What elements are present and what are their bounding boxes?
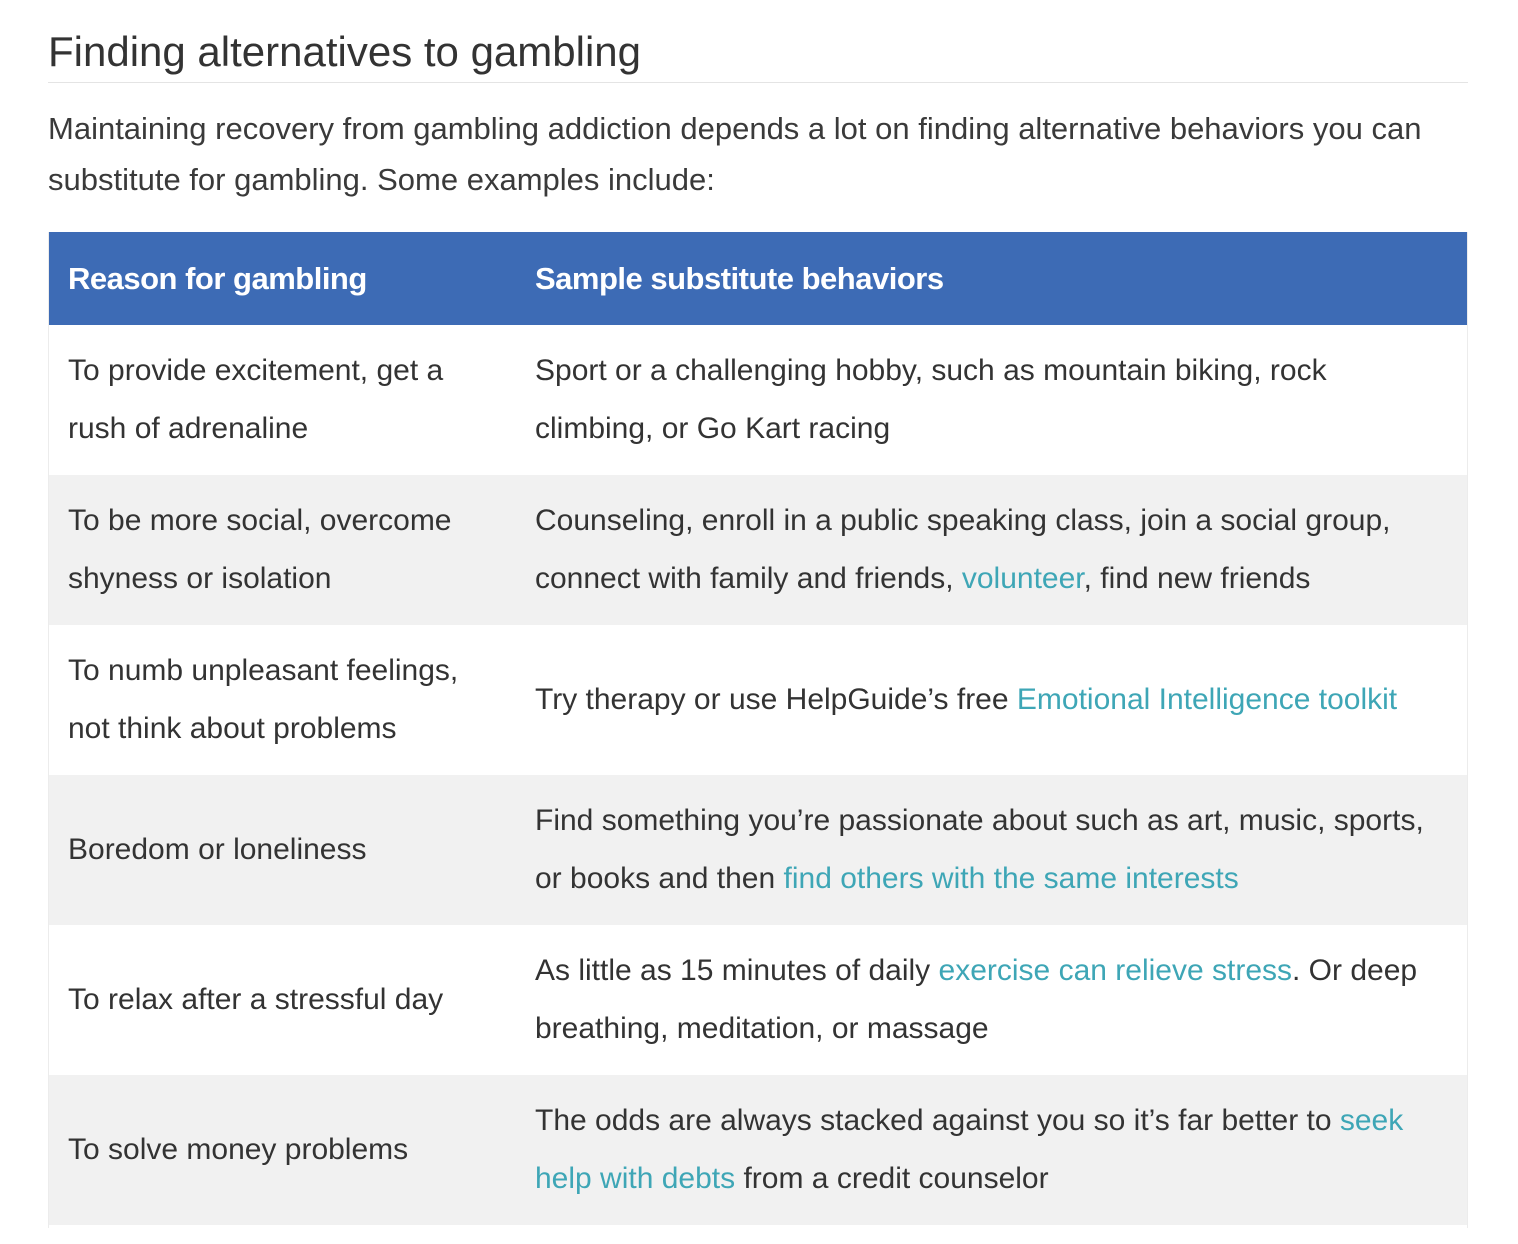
table-row <box>48 1075 1468 1225</box>
table-row <box>48 925 1468 1075</box>
alternatives-table <box>48 232 1468 1225</box>
reason-cell: To relax after a stressful day <box>68 983 444 1016</box>
behavior-text: Counseling, enroll in a public speaking class, join a social group, connect with family and friends, <box>535 504 1391 595</box>
behavior-text-after: from a credit counselor <box>735 1162 1049 1195</box>
behavior-text: Try therapy or use HelpGuide’s free <box>535 683 1017 716</box>
behavior-text: Find something you’re passionate about such as art, music, sports, or books and then <box>535 804 1424 895</box>
exercise-stress-link[interactable]: exercise can relieve stress <box>938 954 1292 987</box>
behavior-cell <box>515 325 1468 475</box>
volunteer-link[interactable]: volunteer <box>961 562 1084 595</box>
reason-cell: To provide excitement, get a rush of adrenaline <box>68 354 444 445</box>
behavior-cell <box>515 625 1468 775</box>
emotional-intelligence-toolkit-link[interactable]: Emotional Intelligence toolkit <box>1016 683 1398 716</box>
article-section <box>48 0 1468 1195</box>
table-row <box>48 775 1468 925</box>
reason-cell: Boredom or loneliness <box>68 833 367 866</box>
column-header-reason: Reason for gambling <box>68 260 367 296</box>
behavior-cell <box>515 925 1468 1075</box>
table-row <box>48 325 1468 475</box>
behavior-text: As little as 15 minutes of daily <box>535 954 939 987</box>
behavior-text: Sport or a challenging hobby, such as mountain biking, rock climbing, or Go Kart racing <box>535 354 1327 445</box>
behavior-text-after: , find new friends <box>1083 562 1311 595</box>
reason-cell: To solve money problems <box>68 1133 409 1166</box>
section-heading: Finding alternatives to gambling <box>48 0 1468 83</box>
table-row <box>48 475 1468 625</box>
behavior-text: The odds are always stacked against you so it’s far better to <box>535 1104 1340 1137</box>
behavior-cell <box>515 775 1468 925</box>
reason-cell: To be more social, overcome shyness or isolation <box>68 504 452 595</box>
table-header-row <box>48 232 1468 325</box>
column-header-behaviors: Sample substitute behaviors <box>535 260 944 296</box>
debt-help-link[interactable]: seek help with debts <box>535 1104 1404 1195</box>
table-row <box>48 625 1468 775</box>
reason-cell: To numb unpleasant feelings, not think about problems <box>68 654 459 745</box>
find-others-link[interactable]: find others with the same interests <box>783 862 1239 895</box>
behavior-cell <box>515 475 1468 625</box>
behavior-cell <box>515 1075 1468 1225</box>
behavior-text-after: . Or deep breathing, meditation, or massage <box>535 954 1418 1045</box>
intro-paragraph: Maintaining recovery from gambling addiction depends a lot on finding alternative behaviors you can substitute for gambling. Some examples include: <box>48 111 1422 197</box>
